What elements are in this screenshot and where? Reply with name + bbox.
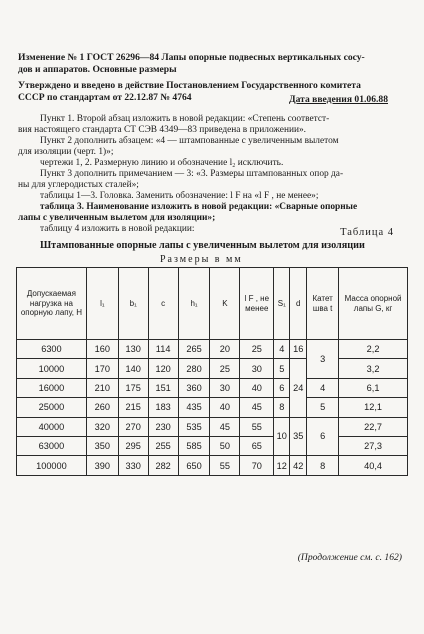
paragraph-line: таблица 3. Наименование изложить в новой редакции: «Сварные опорные: [40, 202, 358, 212]
cell-mass: 27,3: [339, 436, 408, 455]
paragraph-line: для изоляции (черт. 1)»;: [18, 147, 114, 157]
table-row: [17, 340, 408, 359]
cell-lf: 40: [240, 378, 274, 397]
cell-b1: 330: [118, 456, 148, 475]
cell-s1: 8: [274, 398, 290, 417]
cell-s1: 4: [274, 340, 290, 359]
continuation-note: (Продолжение см. с. 162): [297, 552, 402, 563]
cell-s1: 12: [274, 456, 290, 475]
amendment-title-line-2: дов и аппаратов. Основные размеры: [18, 64, 177, 75]
cell-load: 16000: [17, 378, 87, 397]
cell-s1: 5: [274, 359, 290, 378]
cell-l1: 160: [86, 340, 118, 359]
cell-b1: 175: [118, 378, 148, 397]
cell-k: 40: [210, 398, 240, 417]
cell-load: 100000: [17, 456, 87, 475]
cell-weld: 4: [307, 378, 339, 397]
cell-c: 282: [148, 456, 178, 475]
table-row: [17, 436, 408, 455]
cell-b1: 130: [118, 340, 148, 359]
table-row: [17, 456, 408, 475]
amendment-title-line-1: Изменение № 1 ГОСТ 26296—84 Лапы опорные подвесных вертикальных сосу-: [18, 52, 365, 63]
cell-weld: 8: [307, 456, 339, 475]
cell-s1: 6: [274, 378, 290, 397]
header-b1: b₁: [118, 268, 148, 340]
cell-lf: 55: [240, 417, 274, 436]
cell-lf: 65: [240, 436, 274, 455]
table-row: [17, 378, 408, 397]
cell-d: 35: [290, 417, 307, 456]
cell-lf: 30: [240, 359, 274, 378]
cell-c: 151: [148, 378, 178, 397]
cell-h1: 435: [178, 398, 210, 417]
cell-l1: 350: [86, 436, 118, 455]
table-label: Таблица 4: [340, 227, 394, 238]
cell-l1: 390: [86, 456, 118, 475]
header-h1: h₁: [178, 268, 210, 340]
table-subtitle: Размеры в мм: [160, 254, 243, 265]
cell-l1: 320: [86, 417, 118, 436]
paragraph-line: Пункт 1. Второй абзац изложить в новой редакции: «Степень соответст-: [40, 114, 330, 124]
cell-mass: 40,4: [339, 456, 408, 475]
paragraph-line: таблицы 1—3. Головка. Заменить обозначение: l F на «l F , не менее»;: [40, 191, 319, 201]
cell-b1: 215: [118, 398, 148, 417]
header-load: Допускаемая нагрузка на опорную лапу, Н: [17, 268, 87, 340]
cell-c: 183: [148, 398, 178, 417]
cell-b1: 140: [118, 359, 148, 378]
table-row: [17, 398, 408, 417]
table-row: [17, 359, 408, 378]
header-k: K: [210, 268, 240, 340]
paragraph-line: ны для углеродистых сталей»;: [18, 180, 139, 190]
paragraph-line: Пункт 2 дополнить абзацем: «4 — штампованные с увеличенным вылетом: [40, 136, 339, 146]
cell-load: 25000: [17, 398, 87, 417]
paragraph-line: вия настоящего стандарта СТ СЭВ 4349—83 приведена в приложении».: [18, 125, 307, 135]
cell-load: 63000: [17, 436, 87, 455]
cell-c: 114: [148, 340, 178, 359]
cell-weld: 6: [307, 417, 339, 456]
paragraph-line: лапы с увеличенным вылетом для изоляции»;: [18, 213, 216, 223]
header-d: d: [290, 268, 307, 340]
cell-d: 42: [290, 456, 307, 475]
cell-l1: 260: [86, 398, 118, 417]
paragraph-line: чертежи 1, 2. Размерную линию и обозначение l₂ исключить.: [40, 158, 284, 168]
cell-c: 230: [148, 417, 178, 436]
cell-mass: 6,1: [339, 378, 408, 397]
cell-mass: 22,7: [339, 417, 408, 436]
cell-c: 120: [148, 359, 178, 378]
cell-lf: 25: [240, 340, 274, 359]
cell-k: 55: [210, 456, 240, 475]
cell-weld: 3: [307, 340, 339, 379]
header-s1: S₁: [274, 268, 290, 340]
cell-k: 45: [210, 417, 240, 436]
cell-lf: 45: [240, 398, 274, 417]
cell-h1: 360: [178, 378, 210, 397]
cell-c: 255: [148, 436, 178, 455]
cell-lf: 70: [240, 456, 274, 475]
cell-mass: 12,1: [339, 398, 408, 417]
table-row: [17, 417, 408, 436]
cell-h1: 650: [178, 456, 210, 475]
cell-h1: 265: [178, 340, 210, 359]
dimensions-table: [16, 267, 408, 476]
cell-k: 30: [210, 378, 240, 397]
cell-h1: 280: [178, 359, 210, 378]
cell-k: 50: [210, 436, 240, 455]
cell-weld: 5: [307, 398, 339, 417]
cell-load: 10000: [17, 359, 87, 378]
effective-date: Дата введения 01.06.88: [288, 94, 388, 105]
cell-l1: 170: [86, 359, 118, 378]
table-header-row: [17, 268, 408, 340]
cell-h1: 535: [178, 417, 210, 436]
cell-mass: 3,2: [339, 359, 408, 378]
cell-d: 16: [290, 340, 307, 359]
table-title: Штампованные опорные лапы с увеличенным вылетом для изоляции: [40, 240, 365, 251]
cell-mass: 2,2: [339, 340, 408, 359]
paragraph-line: Пункт 3 дополнить примечанием — 3: «3. Размеры штампованных опор да-: [40, 169, 344, 179]
cell-k: 25: [210, 359, 240, 378]
paragraph-line: таблицу 4 изложить в новой редакции:: [40, 224, 195, 234]
cell-d: 24: [290, 359, 307, 417]
approval-line-2: СССР по стандартам от 22.12.87 № 4764: [18, 92, 192, 103]
cell-b1: 270: [118, 417, 148, 436]
cell-k: 20: [210, 340, 240, 359]
cell-load: 40000: [17, 417, 87, 436]
header-lf: l F , не менее: [240, 268, 274, 340]
cell-load: 6300: [17, 340, 87, 359]
cell-b1: 295: [118, 436, 148, 455]
header-mass: Масса опорной лапы G, кг: [339, 268, 408, 340]
header-c: c: [148, 268, 178, 340]
header-weld: Катет шва t: [307, 268, 339, 340]
cell-l1: 210: [86, 378, 118, 397]
cell-h1: 585: [178, 436, 210, 455]
approval-line-1: Утверждено и введено в действие Постановлением Государственного комитета: [18, 80, 361, 91]
cell-s1: 10: [274, 417, 290, 456]
header-l1: l₁: [86, 268, 118, 340]
